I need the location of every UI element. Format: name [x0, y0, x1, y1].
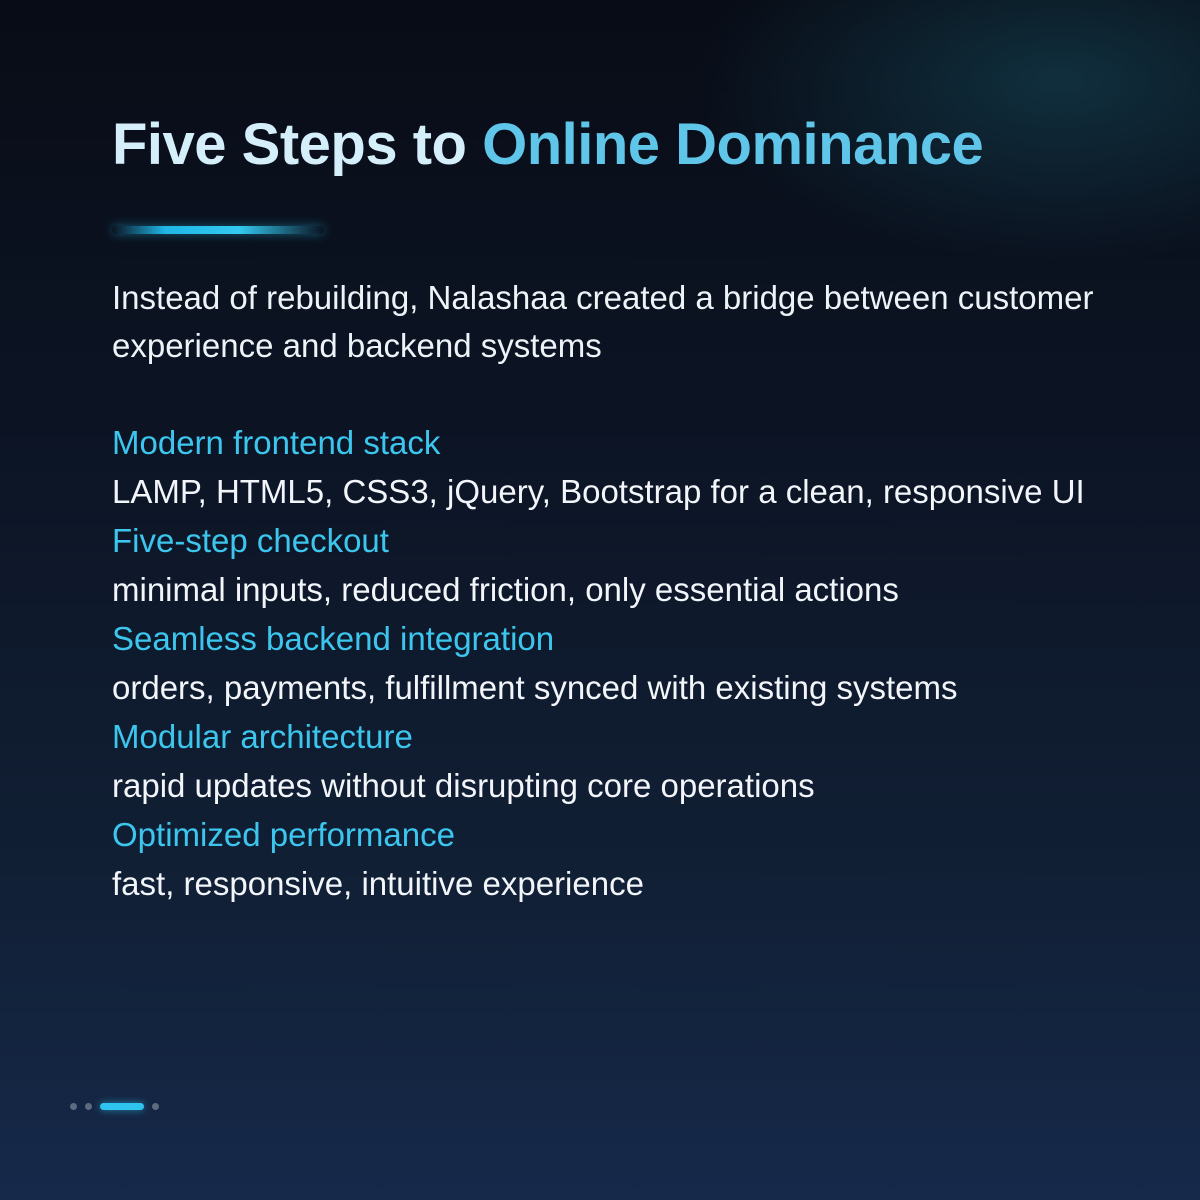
steps-list	[112, 418, 1112, 908]
step-description: rapid updates without disrupting core operations	[112, 767, 815, 804]
pager-dot-1[interactable]	[70, 1103, 77, 1110]
carousel-pager	[70, 1102, 159, 1110]
title-part-highlight: Online Dominance	[482, 112, 984, 177]
step-item	[112, 516, 1112, 614]
step-heading: Seamless backend integration	[112, 620, 555, 657]
step-item	[112, 712, 1112, 810]
step-heading: Modern frontend stack	[112, 424, 441, 461]
step-item	[112, 418, 1112, 516]
step-heading: Optimized performance	[112, 816, 455, 853]
title-part-plain: Five Steps to	[112, 112, 483, 177]
slide-title	[112, 112, 983, 178]
step-item	[112, 810, 1112, 908]
step-item	[112, 614, 1112, 712]
step-description: minimal inputs, reduced friction, only essential actions	[112, 571, 899, 608]
intro-text: Instead of rebuilding, Nalashaa created a bridge between customer experience and backend systems	[112, 279, 1094, 364]
step-heading: Modular architecture	[112, 718, 413, 755]
step-description: LAMP, HTML5, CSS3, jQuery, Bootstrap for a clean, responsive UI	[112, 473, 1085, 510]
pager-dot-3-active[interactable]	[100, 1103, 144, 1110]
pager-dot-2[interactable]	[85, 1103, 92, 1110]
step-description: orders, payments, fulfillment synced with existing systems	[112, 669, 958, 706]
title-underline-accent	[112, 226, 324, 234]
pager-dot-4[interactable]	[152, 1103, 159, 1110]
step-description: fast, responsive, intuitive experience	[112, 865, 644, 902]
step-heading: Five-step checkout	[112, 522, 389, 559]
